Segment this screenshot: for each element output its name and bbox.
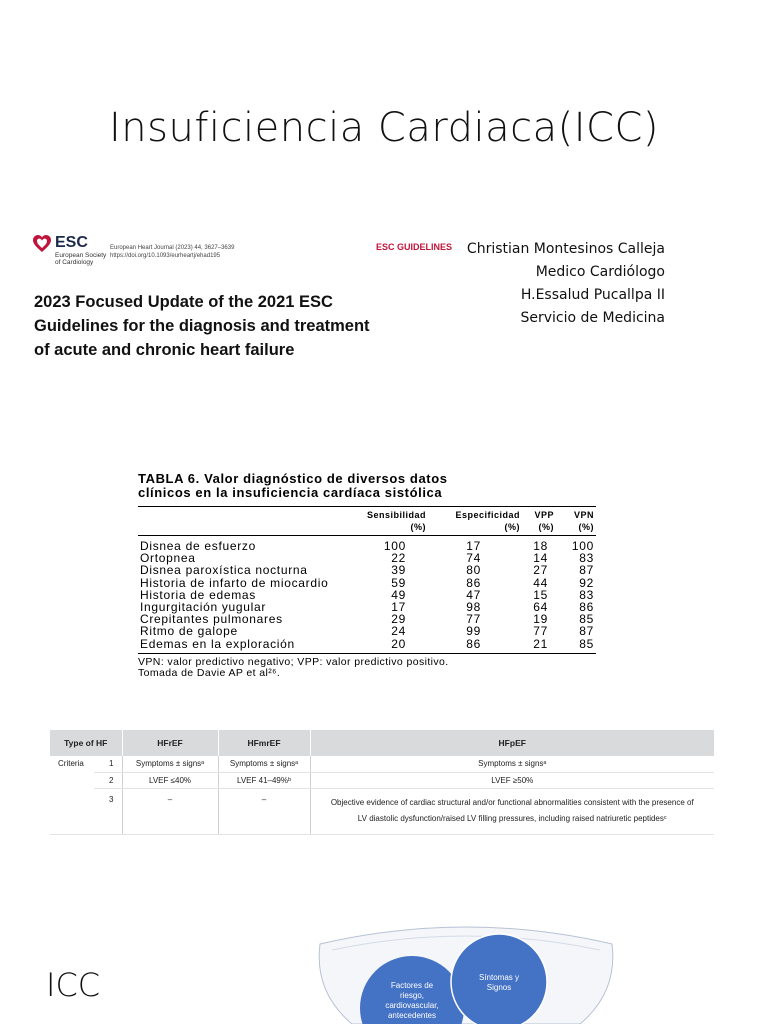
vpn-value: 85: [579, 612, 594, 627]
vpp-value: 21: [533, 636, 548, 651]
table-row: [138, 540, 596, 552]
hfref-criterion: LVEF ≤40%: [122, 772, 218, 788]
table-row: [50, 788, 714, 834]
tabla6-header-esp: [455, 509, 520, 533]
header-unit: (%): [410, 522, 426, 532]
vpp-value: 19: [533, 612, 548, 627]
specificity-value: 80: [466, 563, 481, 578]
tabla6-diagnostic-value: [138, 472, 596, 679]
hfmref-criterion: Symptoms ± signsᵃ: [218, 756, 310, 772]
esc-logo-name: ESC: [55, 234, 88, 251]
header-label: Sensibilidad: [366, 510, 426, 520]
hf-header-hfref: HFrEF: [122, 730, 218, 756]
specificity-value: 77: [466, 612, 481, 627]
tabla6-header-sens: [367, 509, 426, 533]
tabla6-footnote: [138, 657, 596, 679]
sensitivity-value: 39: [391, 563, 406, 578]
guideline-title: [34, 290, 454, 362]
row-label: Disnea paroxística nocturna: [140, 563, 308, 578]
slide-title: Insuficiencia Cardiaca(ICC): [108, 105, 659, 151]
esc-guidelines-badge: ESC GUIDELINES: [375, 242, 452, 252]
row-label: Historia de edemas: [140, 587, 256, 602]
table-row: [138, 638, 596, 650]
risk-factors-text-1: Factores de: [390, 981, 434, 990]
vpn-value: 86: [579, 599, 594, 614]
row-label: Disnea de esfuerzo: [140, 539, 256, 553]
vpp-value: 14: [533, 551, 548, 566]
tabla6-header: [138, 507, 596, 533]
journal-reference: [110, 244, 234, 260]
criteria-number: 2: [94, 772, 122, 788]
symptoms-text-1: Síntomas y: [478, 973, 520, 982]
vpn-value: 87: [579, 624, 594, 639]
specificity-value: 47: [466, 587, 481, 602]
tabla6-header-vpn: [574, 509, 594, 533]
criteria-number: 1: [94, 756, 122, 772]
header-label: VPP: [534, 510, 554, 520]
sensitivity-value: 22: [391, 551, 406, 566]
specificity-value: 99: [466, 624, 481, 639]
row-label: Ritmo de galope: [140, 624, 238, 639]
sensitivity-value: 100: [383, 539, 406, 553]
vpp-value: 18: [533, 539, 548, 553]
criteria-number: 3: [94, 788, 122, 834]
icc-venn-diagram: [318, 922, 614, 1024]
author-hospital: H.Essalud Pucallpa II: [520, 287, 665, 303]
header-label: VPN: [573, 510, 594, 520]
guideline-title-line-2: Guidelines for the diagnosis and treatment: [34, 317, 370, 335]
tabla6-header-rule: [138, 535, 596, 536]
hfmref-criterion: LVEF 41–49%ᵇ: [218, 772, 310, 788]
esc-logo: [28, 232, 118, 272]
tabla6-header-vpp: [534, 509, 554, 533]
esc-logo-sub-1: European Society: [55, 252, 107, 259]
vpn-value: 87: [579, 563, 594, 578]
tabla6-title-line-1: TABLA 6. Valor diagnóstico de diversos datos: [138, 471, 448, 486]
vpp-value: 64: [533, 599, 548, 614]
row-label: Ortopnea: [140, 551, 196, 566]
specificity-value: 17: [466, 539, 481, 553]
esc-guideline-header: [28, 232, 456, 372]
specificity-value: 86: [466, 575, 481, 590]
hf-header-type: Type of HF: [50, 730, 122, 756]
header-label: Especificidad: [455, 510, 520, 520]
guideline-title-line-3: of acute and chronic heart failure: [34, 341, 295, 359]
hf-header-hfpef: HFpEF: [310, 730, 714, 756]
heart-icon: [32, 234, 52, 254]
specificity-value: 98: [466, 599, 481, 614]
vpn-value: 83: [579, 587, 594, 602]
vpp-value: 77: [533, 624, 548, 639]
hfref-criterion: Symptoms ± signsᵃ: [122, 756, 218, 772]
row-label: Historia de infarto de miocardio: [140, 575, 329, 590]
header-unit: (%): [504, 522, 520, 532]
vpn-value: 92: [579, 575, 594, 590]
hfref-criterion: –: [122, 788, 218, 834]
table-row: [138, 564, 596, 576]
esc-logo-subtitle: [55, 252, 106, 266]
tabla6-note-source: Tomada de Davie AP et al²⁶.: [138, 666, 281, 679]
header-unit: (%): [538, 522, 554, 532]
row-label: Ingurgitación yugular: [140, 599, 267, 614]
row-label: Edemas en la exploración: [140, 636, 295, 651]
hfpef-criterion: Objective evidence of cardiac structural and/or functional abnormalities consistent with the presence of LV diastolic dysfunction/raised LV filling pressures, including raised natriuretic peptidesᶜ: [310, 788, 714, 834]
hfpef-criterion: LVEF ≥50%: [310, 772, 714, 788]
hf-header-hfmref: HFmrEF: [218, 730, 310, 756]
table-row: [50, 756, 714, 772]
hf-classification-table: [50, 730, 714, 835]
tabla6-body: [138, 540, 596, 650]
tabla6-title-line-2: clínicos en la insuficiencia cardíaca sistólica: [138, 485, 443, 500]
specificity-value: 74: [466, 551, 481, 566]
tabla6-title: [138, 472, 596, 500]
sensitivity-value: 24: [391, 624, 406, 639]
sensitivity-value: 59: [391, 575, 406, 590]
symptoms-text-2: Signos: [486, 983, 512, 992]
author-block: [467, 238, 665, 330]
hf-table-header-row: [50, 730, 714, 756]
guideline-title-line-1: 2023 Focused Update of the 2021 ESC: [34, 293, 333, 311]
vpn-value: 85: [579, 636, 594, 651]
sensitivity-value: 49: [391, 587, 406, 602]
vpp-value: 44: [533, 575, 548, 590]
journal-doi: https://doi.org/10.1093/eurheartj/ehad195: [110, 253, 221, 259]
tabla6-bottom-rule: [138, 653, 596, 654]
journal-citation: European Heart Journal (2023) 44, 3627–3639: [110, 245, 235, 251]
vpp-value: 15: [533, 587, 548, 602]
author-name: Christian Montesinos Calleja: [466, 241, 665, 257]
vpn-value: 83: [579, 551, 594, 566]
table-row: [138, 625, 596, 637]
risk-factors-text-2: riesgo,: [399, 991, 425, 1000]
section-label: ICC: [46, 966, 101, 1004]
author-role: Medico Cardiólogo: [535, 264, 665, 280]
hfpef-criterion: Symptoms ± signsᵃ: [310, 756, 714, 772]
table-row: [50, 772, 714, 788]
specificity-value: 86: [466, 636, 481, 651]
vpp-value: 27: [533, 563, 548, 578]
row-label: Crepitantes pulmonares: [140, 612, 283, 627]
header-unit: (%): [578, 522, 594, 532]
criteria-label: Criteria: [50, 756, 94, 834]
table-row: [138, 577, 596, 589]
sensitivity-value: 29: [391, 612, 406, 627]
risk-factors-text-3: cardiovascular,: [385, 1001, 439, 1010]
sensitivity-value: 17: [391, 599, 406, 614]
risk-factors-text-4: antecedentes: [387, 1011, 437, 1020]
author-service: Servicio de Medicina: [520, 310, 665, 326]
tabla6-note-abbrev: VPN: valor predictivo negativo; VPP: valor predictivo positivo.: [138, 655, 449, 668]
vpn-value: 100: [571, 539, 594, 553]
esc-logo-sub-2: of Cardiology: [55, 259, 94, 266]
sensitivity-value: 20: [391, 636, 406, 651]
hfmref-criterion: –: [218, 788, 310, 834]
